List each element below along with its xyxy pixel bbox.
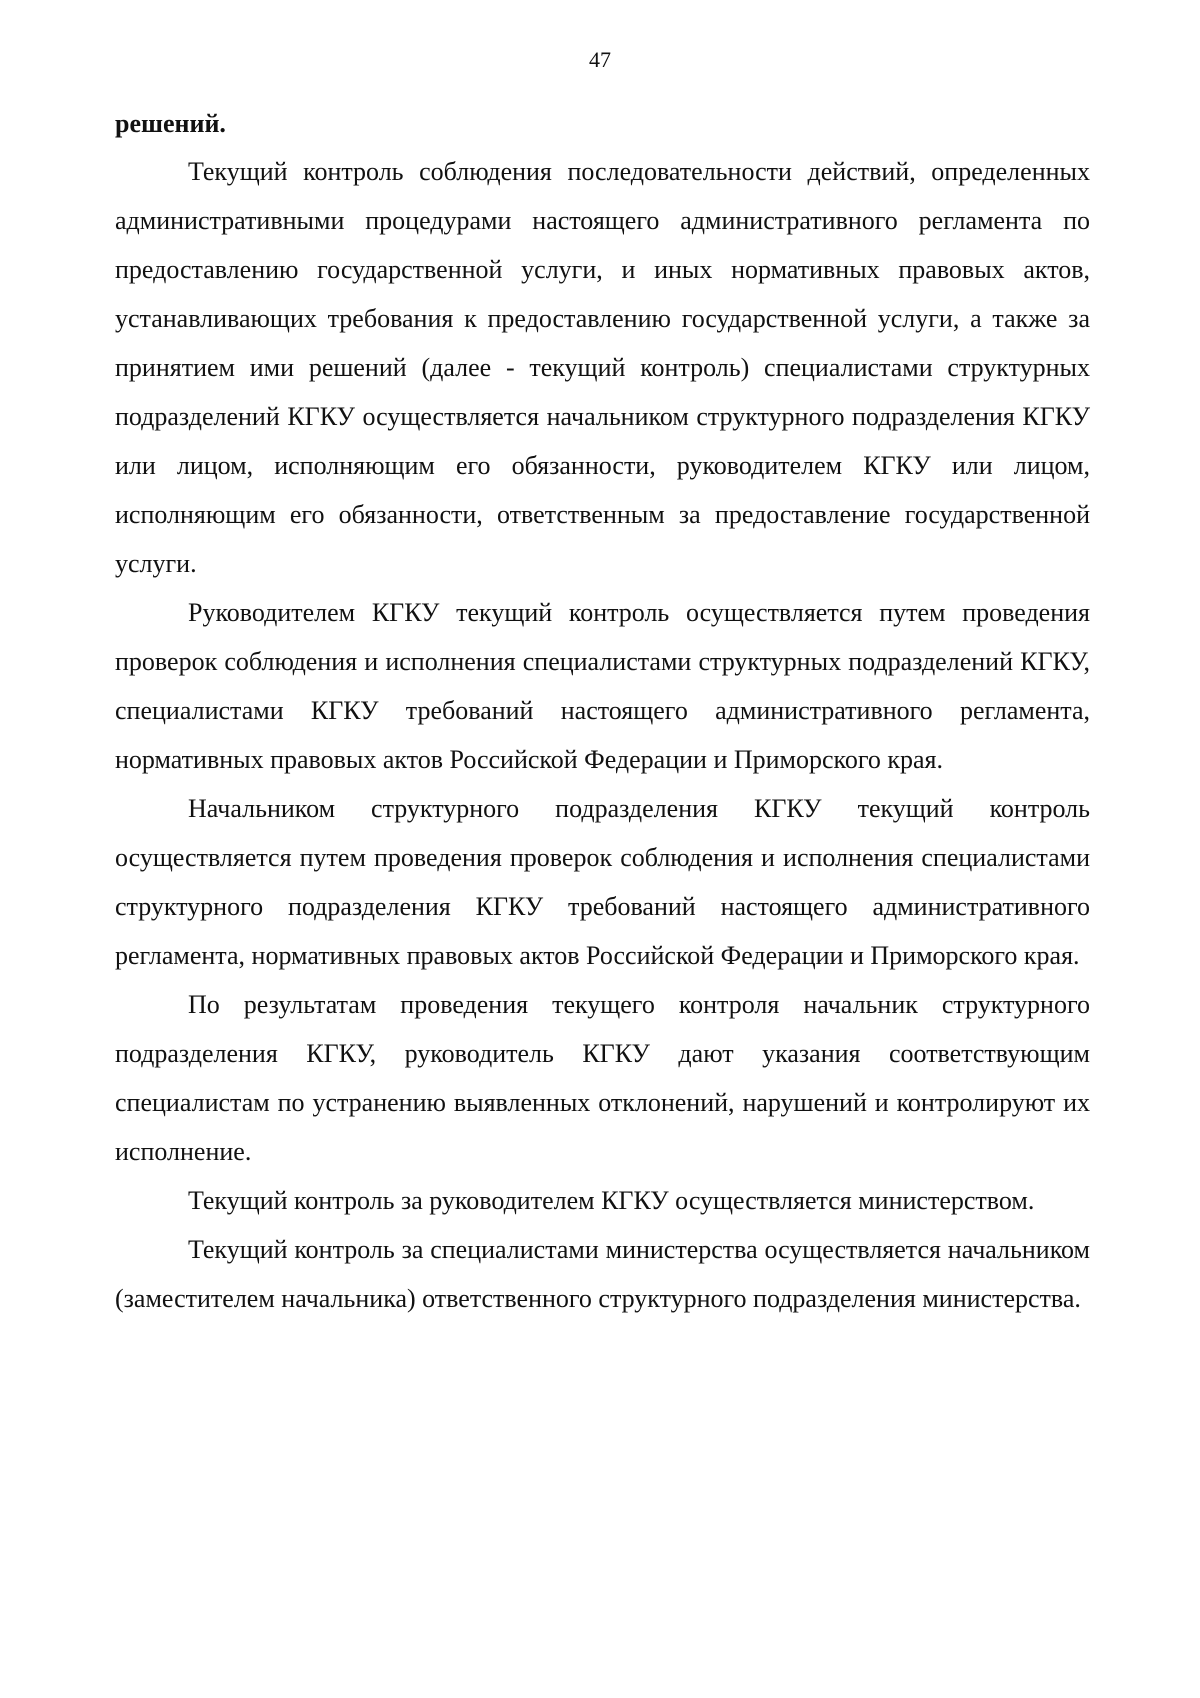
paragraph: Текущий контроль соблюдения последовательности действий, определенных административными процедурами настоящего административного регламента по предоставлению государственной услуги, и иных нормативных правовых актов, устанавливающих требования к предоставлению государственной услуги, а также за принятием ими решений (далее - текущий контроль) специалистами структурных подразделений КГКУ осуществляется начальником структурного подразделения КГКУ или лицом, исполняющим его обязанности, руководителем КГКУ или лицом, исполняющим его обязанности, ответственным за предоставление государственной услуги. [115,157,1090,578]
document-body [115,104,1090,1323]
paragraph: Текущий контроль за руководителем КГКУ осуществляется министерством. [188,1186,1035,1215]
paragraph: По результатам проведения текущего контроля начальник структурного подразделения КГКУ, руководитель КГКУ дают указания соответствующим специалистам по устранению выявленных отклонений, нарушений и контролируют их исполнение. [115,990,1090,1166]
page-number: 47 [589,47,611,72]
paragraph: Руководителем КГКУ текущий контроль осуществляется путем проведения проверок соблюдения и исполнения специалистами структурных подразделений КГКУ, специалистами КГКУ требований настоящего административного регламента, нормативных правовых актов Российской Федерации и Приморского края. [115,598,1090,774]
section-heading-fragment: решений. [115,109,226,138]
paragraph: Начальником структурного подразделения КГКУ текущий контроль осуществляется путем проведения проверок соблюдения и исполнения специалистами структурного подразделения КГКУ требований настоящего административного регламента, нормативных правовых актов Российской Федерации и Приморского края. [115,794,1090,970]
paragraph: Текущий контроль за специалистами министерства осуществляется начальником (заместителем начальника) ответственного структурного подразделения министерства. [115,1235,1090,1313]
